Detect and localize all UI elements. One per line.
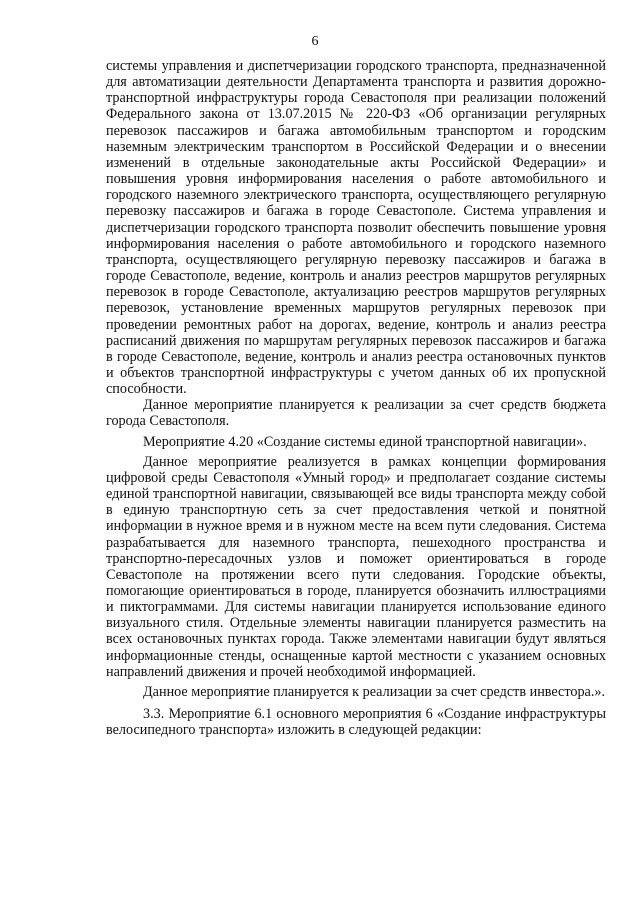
paragraph-navigation-system: Данное мероприятие реализуется в рамках концепции формирования цифровой среды Севастополя «Умный город» и предполагает создание системы единой транспортной навигации, связывающей все виды транспорта между собой в единую транспортную сеть за счет предоставления четкой и понятной информации в нужное время и в нужном месте на всем пути следования. Система разрабатывается для наземного транспорта, пешеходного пространства и транспортно-пересадочных узлов и поможет ориентироваться в городе Севастополе на протяжении всего пути следования. Городские объекты, помогающие ориентироваться в городе, планируется обозначить иллюстрациями и пиктограммами. Для системы навигации планируется использование единого визуального стиля. Отдельные элементы навигации планируется разместить на всех остановочных пунктах города. Также элементами навигации будут являться информационные стенды, оснащенные картой местности с указанием основных направлений движения и прочей необходимой информацией. — [106, 453, 606, 680]
paragraph-funding-city-budget: Данное мероприятие планируется к реализации за счет средств бюджета города Севастополя. — [106, 397, 606, 430]
document-body — [106, 58, 606, 738]
page-number: 6 — [311, 34, 319, 49]
paragraph-transport-control-system: системы управления и диспетчеризации городского транспорта, предназначенной для автоматизации деятельности Департамента транспорта и развития дорожно-транспортной инфраструктуры города Севастополя при реализации положений Федерального закона от 13.07.2015 № 220-ФЗ «Об организации регулярных перевозок пассажиров и багажа автомобильным транспортом и городским наземным электрическим транспортом в Российской Федерации и о внесении изменений в отдельные законодательные акты Российской Федерации» и повышения уровня информирования населения о работе автомобильного и городского наземного электрического транспорта, осуществляющего регулярную перевозку пассажиров и багажа в городе Севастополе. Система управления и диспетчеризации городского транспорта позволит обеспечить повышение уровня информирования населения о работе автомобильного и городского наземного транспорта, осуществляющего регулярную перевозку пассажиров и багажа в городе Севастополе, ведение, контроль и анализ реестров маршрутов регулярных перевозок в городе Севастополе, актуализацию реестров маршрутов регулярных перевозок, установление временных маршрутов регулярных перевозок при проведении ремонтных работ на дорогах, ведение, контроль и анализ реестра расписаний движения по маршрутам регулярных перевозок пассажиров и багажа в городе Севастополе, ведение, контроль и анализ реестра остановочных пунктов и объектов транспортной инфраструктуры с учетом данных об их пропускной способности. — [106, 58, 606, 398]
paragraph-funding-investor: Данное мероприятие планируется к реализации за счет средств инвестора.». — [143, 683, 606, 700]
paragraph-item-3-3: 3.3. Мероприятие 6.1 основного мероприятия 6 «Создание инфраструктуры велосипедного транспорта» изложить в следующей редакции: — [106, 706, 606, 739]
paragraph-measure-4-20-heading: Мероприятие 4.20 «Создание системы единой транспортной навигации». — [143, 433, 587, 450]
